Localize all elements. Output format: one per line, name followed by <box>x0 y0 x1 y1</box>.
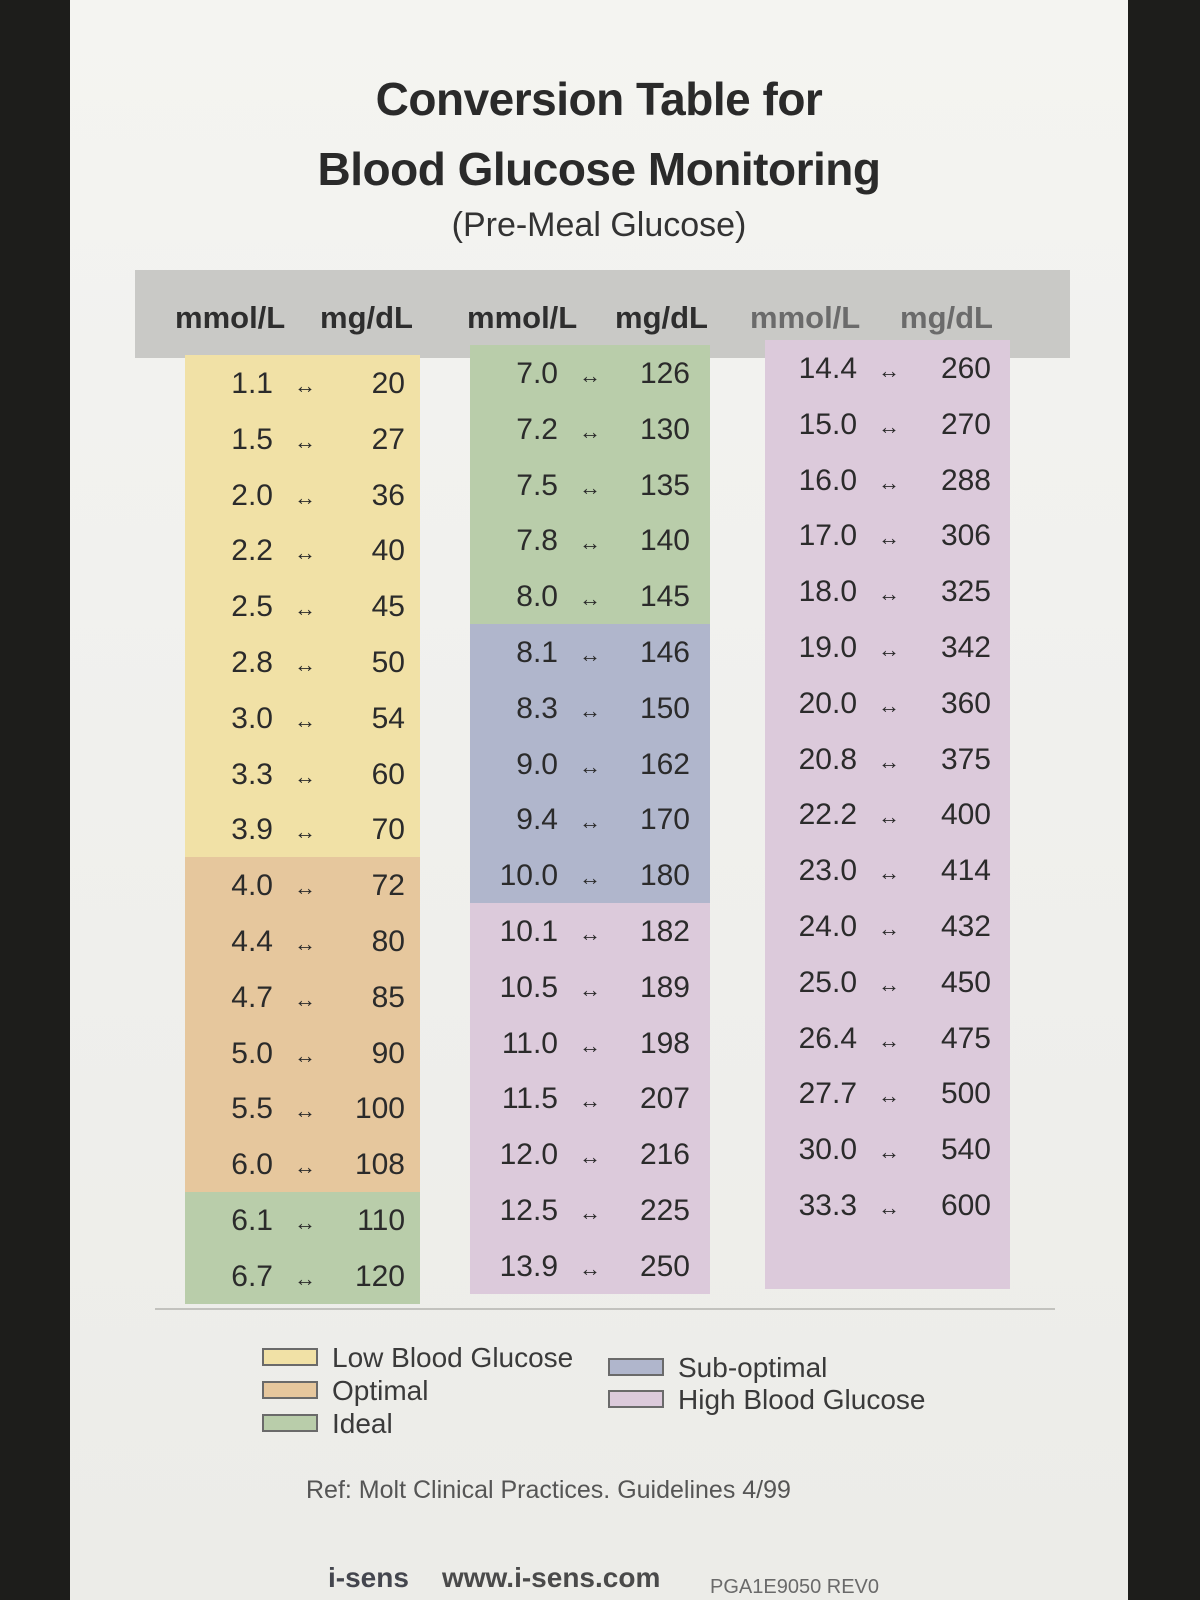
arrow-icon: ↔ <box>294 1042 316 1068</box>
arrow-icon: ↔ <box>294 875 316 901</box>
arrow-icon: ↔ <box>878 413 900 439</box>
arrow-icon: ↔ <box>579 865 601 891</box>
arrow-icon: ↔ <box>579 976 601 1002</box>
mmol-value: 12.0 <box>499 1138 558 1172</box>
conversion-row <box>765 1022 1010 1078</box>
mgdl-value: 450 <box>940 965 991 999</box>
mmol-value: 7.0 <box>516 357 558 390</box>
arrow-icon: ↔ <box>579 1144 601 1170</box>
mmol-value: 3.9 <box>231 813 273 847</box>
arrow-icon: ↔ <box>878 971 900 997</box>
website-link[interactable]: www.i-sens.com <box>442 1562 661 1593</box>
arrow-icon: ↔ <box>579 474 601 500</box>
mmol-value: 22.2 <box>798 798 857 832</box>
mmol-value: 4.4 <box>231 925 273 958</box>
header-mgdl-2: mg/dL <box>615 300 708 335</box>
mgdl-value: 146 <box>639 636 690 669</box>
conversion-row <box>185 590 420 646</box>
title-line-1: Conversion Table for <box>375 73 823 125</box>
conversion-row <box>765 910 1010 966</box>
arrow-icon: ↔ <box>579 363 601 388</box>
conversion-row <box>765 408 1010 464</box>
mmol-value: 17.0 <box>798 519 857 553</box>
mgdl-value: 85 <box>371 980 405 1014</box>
conversion-row <box>765 854 1010 910</box>
mmol-value: 5.5 <box>231 1092 273 1126</box>
arrow-icon: ↔ <box>878 1083 900 1109</box>
mgdl-value: 414 <box>940 854 991 888</box>
mgdl-value: 135 <box>639 468 690 502</box>
mmol-value: 19.0 <box>798 631 857 664</box>
arrow-icon: ↔ <box>294 931 316 956</box>
conversion-row <box>765 519 1010 575</box>
conversion-row <box>765 352 1010 408</box>
arrow-icon: ↔ <box>579 530 601 556</box>
mmol-value: 26.4 <box>798 1021 857 1055</box>
mmol-value: 16.0 <box>798 463 857 497</box>
conversion-row <box>470 859 710 915</box>
conversion-row <box>765 1189 1010 1245</box>
mgdl-value: 375 <box>940 742 991 776</box>
arrow-icon: ↔ <box>878 748 900 774</box>
header-mmol-1: mmol/L <box>175 300 286 335</box>
legend-swatch-optimal <box>262 1381 318 1399</box>
arrow-icon: ↔ <box>294 763 316 789</box>
mmol-value: 4.7 <box>231 980 273 1014</box>
mgdl-value: 342 <box>940 631 991 664</box>
mgdl-value: 45 <box>371 590 405 624</box>
mgdl-value: 60 <box>371 757 405 791</box>
arrow-icon: ↔ <box>878 804 900 830</box>
mgdl-value: 72 <box>371 869 405 903</box>
conversion-row <box>185 479 420 535</box>
conversion-row <box>765 1133 1010 1189</box>
arrow-icon: ↔ <box>579 418 601 444</box>
conversion-row <box>470 1250 710 1306</box>
arrow-icon: ↔ <box>294 652 316 677</box>
conversion-row <box>185 925 420 981</box>
conversion-row <box>185 813 420 869</box>
mgdl-value: 540 <box>940 1133 991 1167</box>
conversion-row <box>185 367 420 423</box>
arrow-icon: ↔ <box>294 484 316 510</box>
arrow-icon: ↔ <box>579 1255 601 1281</box>
conversion-row <box>470 692 710 748</box>
conversion-row <box>765 631 1010 687</box>
conversion-row <box>470 580 710 636</box>
arrow-icon: ↔ <box>579 921 601 946</box>
mgdl-value: 260 <box>940 352 991 385</box>
arrow-icon: ↔ <box>579 1032 601 1058</box>
legend-swatch-high <box>608 1390 664 1408</box>
mmol-value: 23.0 <box>798 854 857 888</box>
conversion-row <box>185 534 420 590</box>
mmol-value: 24.0 <box>798 910 857 943</box>
mmol-value: 12.5 <box>499 1194 558 1227</box>
arrow-icon: ↔ <box>294 1098 316 1124</box>
title-line-2: Blood Glucose Monitoring <box>317 143 881 195</box>
mgdl-value: 120 <box>354 1259 405 1293</box>
mmol-value: 7.8 <box>516 524 558 558</box>
mgdl-value: 600 <box>940 1189 991 1222</box>
conversion-row <box>470 357 710 413</box>
mmol-value: 18.0 <box>798 575 857 609</box>
conversion-row <box>185 1148 420 1204</box>
arrow-icon: ↔ <box>294 1265 316 1291</box>
mmol-value: 8.3 <box>516 691 558 725</box>
legend-swatch-low <box>262 1348 318 1366</box>
mmol-value: 1.5 <box>231 422 273 456</box>
mgdl-value: 108 <box>354 1148 405 1182</box>
mgdl-value: 207 <box>639 1082 690 1116</box>
header-mgdl-1: mg/dL <box>320 300 413 335</box>
arrow-icon: ↔ <box>294 986 316 1012</box>
conversion-row <box>470 803 710 859</box>
mmol-value: 6.0 <box>231 1148 273 1182</box>
arrow-icon: ↔ <box>294 596 316 622</box>
mgdl-value: 90 <box>371 1036 405 1070</box>
arrow-icon: ↔ <box>294 819 316 845</box>
arrow-icon: ↔ <box>294 707 316 733</box>
arrow-icon: ↔ <box>579 697 601 723</box>
mmol-value: 2.2 <box>231 534 273 568</box>
arrow-icon: ↔ <box>878 358 900 383</box>
conversion-row <box>470 1138 710 1194</box>
mgdl-value: 150 <box>639 691 690 725</box>
conversion-row <box>765 575 1010 631</box>
reference-note: Ref: Molt Clinical Practices. Guidelines 4/99 <box>306 1476 791 1504</box>
mmol-value: 7.2 <box>516 412 558 446</box>
mmol-value: 14.4 <box>798 352 857 385</box>
conversion-row <box>470 524 710 580</box>
conversion-row <box>765 464 1010 520</box>
conversion-row <box>185 1037 420 1093</box>
conversion-row <box>185 869 420 925</box>
mgdl-value: 198 <box>639 1026 690 1060</box>
mmol-value: 9.0 <box>516 747 558 781</box>
conversion-row <box>185 423 420 479</box>
conversion-row <box>470 413 710 469</box>
conversion-row <box>765 966 1010 1022</box>
mmol-value: 5.0 <box>231 1036 273 1070</box>
legend-label-ideal: Ideal <box>332 1408 393 1439</box>
mgdl-value: 325 <box>940 575 991 609</box>
conversion-row <box>765 687 1010 743</box>
mgdl-value: 306 <box>940 519 991 553</box>
mmol-value: 30.0 <box>798 1133 857 1167</box>
conversion-row <box>470 748 710 804</box>
mmol-value: 33.3 <box>798 1189 857 1222</box>
legend-label-low: Low Blood Glucose <box>332 1342 574 1373</box>
conversion-row <box>470 469 710 525</box>
conversion-row <box>470 1082 710 1138</box>
arrow-icon: ↔ <box>878 637 900 662</box>
header-mgdl-3: mg/dL <box>900 300 993 335</box>
mgdl-value: 162 <box>639 747 690 781</box>
legend-label-optimal: Optimal <box>332 1375 429 1406</box>
arrow-icon: ↔ <box>878 525 900 551</box>
mmol-value: 6.7 <box>231 1259 273 1293</box>
arrow-icon: ↔ <box>878 1139 900 1165</box>
mgdl-value: 100 <box>354 1092 405 1126</box>
mgdl-value: 189 <box>639 970 690 1004</box>
conversion-row <box>185 702 420 758</box>
mmol-value: 2.5 <box>231 590 273 624</box>
mgdl-value: 36 <box>371 478 405 512</box>
arrow-icon: ↔ <box>878 581 900 607</box>
mmol-value: 3.0 <box>231 701 273 735</box>
mgdl-value: 500 <box>940 1077 991 1111</box>
brand-logo: i-sens <box>328 1562 409 1593</box>
conversion-row <box>185 758 420 814</box>
arrow-icon: ↔ <box>878 1195 900 1220</box>
conversion-row <box>765 1077 1010 1133</box>
mmol-value: 27.7 <box>798 1077 857 1111</box>
mgdl-value: 145 <box>639 580 690 614</box>
mmol-value: 4.0 <box>231 869 273 903</box>
conversion-row <box>185 1092 420 1148</box>
legend-swatch-ideal <box>262 1414 318 1432</box>
mmol-value: 9.4 <box>516 803 558 837</box>
mgdl-value: 130 <box>639 412 690 446</box>
mgdl-value: 360 <box>940 686 991 720</box>
mmol-value: 13.9 <box>499 1249 558 1283</box>
mgdl-value: 180 <box>639 859 690 893</box>
product-code: PGA1E9050 REV0 <box>710 1576 879 1598</box>
mmol-value: 3.3 <box>231 757 273 791</box>
mmol-value: 15.0 <box>798 407 857 441</box>
mgdl-value: 54 <box>371 701 405 735</box>
mgdl-value: 475 <box>940 1021 991 1055</box>
mgdl-value: 288 <box>940 463 991 497</box>
mgdl-value: 20 <box>371 367 405 400</box>
conversion-row <box>185 981 420 1037</box>
mmol-value: 11.0 <box>501 1026 558 1060</box>
mmol-value: 10.0 <box>499 859 558 893</box>
mgdl-value: 27 <box>371 422 405 456</box>
header-mmol-2: mmol/L <box>467 300 578 335</box>
mgdl-value: 182 <box>639 915 690 948</box>
conversion-row <box>470 1027 710 1083</box>
legend-divider <box>155 1308 1055 1310</box>
mgdl-value: 70 <box>371 813 405 847</box>
arrow-icon: ↔ <box>294 373 316 398</box>
legend-swatch-suboptimal <box>608 1358 664 1376</box>
conversion-row <box>470 636 710 692</box>
legend-label-high: High Blood Glucose <box>678 1384 926 1415</box>
conversion-row <box>470 971 710 1027</box>
arrow-icon: ↔ <box>878 1027 900 1053</box>
mmol-value: 10.1 <box>499 915 558 948</box>
arrow-icon: ↔ <box>579 753 601 779</box>
mgdl-value: 126 <box>639 357 690 390</box>
mmol-value: 20.0 <box>798 686 857 720</box>
mmol-value: 8.1 <box>516 636 558 669</box>
mgdl-value: 270 <box>940 407 991 441</box>
mmol-value: 20.8 <box>798 742 857 776</box>
mgdl-value: 50 <box>371 646 405 679</box>
conversion-card <box>70 0 1128 1600</box>
arrow-icon: ↔ <box>878 692 900 718</box>
arrow-icon: ↔ <box>579 809 601 835</box>
arrow-icon: ↔ <box>579 1088 601 1114</box>
mgdl-value: 400 <box>940 798 991 832</box>
mmol-value: 8.0 <box>516 580 558 614</box>
arrow-icon: ↔ <box>294 540 316 566</box>
arrow-icon: ↔ <box>294 428 316 454</box>
arrow-icon: ↔ <box>294 1210 316 1235</box>
mgdl-value: 170 <box>639 803 690 837</box>
mmol-value: 1.1 <box>231 367 273 400</box>
arrow-icon: ↔ <box>878 860 900 886</box>
mgdl-value: 225 <box>639 1194 690 1227</box>
mmol-value: 7.5 <box>516 468 558 502</box>
conversion-row <box>185 646 420 702</box>
arrow-icon: ↔ <box>579 642 601 667</box>
header-mmol-3: mmol/L <box>750 300 861 335</box>
mgdl-value: 216 <box>639 1138 690 1172</box>
subtitle: (Pre-Meal Glucose) <box>451 206 747 244</box>
mgdl-value: 80 <box>371 925 405 958</box>
mgdl-value: 40 <box>371 534 405 568</box>
mmol-value: 2.0 <box>231 478 273 512</box>
mmol-value: 11.5 <box>501 1082 558 1116</box>
arrow-icon: ↔ <box>579 1200 601 1225</box>
conversion-row <box>185 1204 420 1260</box>
arrow-icon: ↔ <box>579 586 601 612</box>
mgdl-value: 250 <box>639 1249 690 1283</box>
legend-label-suboptimal: Sub-optimal <box>678 1352 828 1383</box>
arrow-icon: ↔ <box>878 469 900 495</box>
mgdl-value: 432 <box>940 910 991 943</box>
mgdl-value: 140 <box>639 524 690 558</box>
conversion-row <box>765 798 1010 854</box>
mmol-value: 25.0 <box>798 965 857 999</box>
mmol-value: 6.1 <box>231 1204 273 1237</box>
conversion-row <box>470 915 710 971</box>
arrow-icon: ↔ <box>878 916 900 941</box>
mgdl-value: 110 <box>357 1204 405 1237</box>
conversion-row <box>470 1194 710 1250</box>
mmol-value: 10.5 <box>499 970 558 1004</box>
mmol-value: 2.8 <box>231 646 273 679</box>
conversion-row <box>765 743 1010 799</box>
arrow-icon: ↔ <box>294 1154 316 1180</box>
